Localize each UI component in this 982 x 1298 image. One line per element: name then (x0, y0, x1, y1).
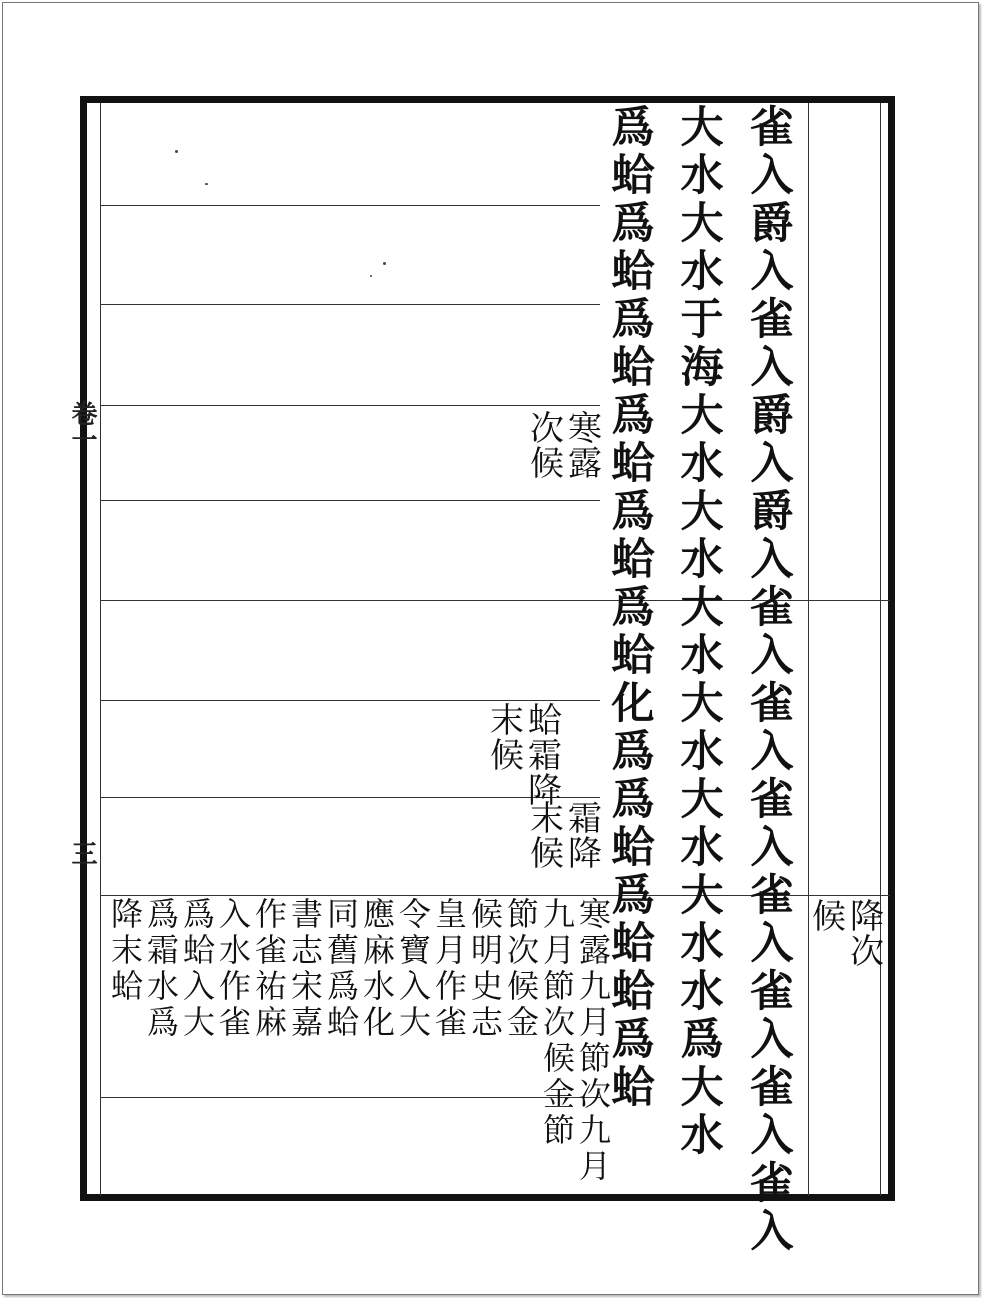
main-column-2 (672, 104, 732, 1160)
note-column (326, 896, 360, 1184)
note-glyph: 作 (434, 967, 467, 1005)
col-line (808, 103, 809, 1196)
note-column (146, 896, 180, 1184)
ink-speck (205, 183, 208, 185)
note-glyph: 化 (362, 1003, 395, 1041)
glyph: 入 (750, 535, 794, 585)
note-glyph: 同 (326, 895, 359, 933)
note-column (434, 896, 468, 1184)
sub-label-jiangci (812, 897, 884, 972)
glyph: 海 (680, 343, 724, 393)
note-glyph: 大 (182, 1003, 215, 1041)
note-glyph: 雀 (254, 931, 287, 969)
glyph: 爲 (611, 199, 655, 249)
note-glyph: 明 (470, 931, 503, 969)
note-glyph: 大 (398, 1003, 431, 1041)
glyph: 爲 (611, 391, 655, 441)
glyph: 爲 (611, 295, 655, 345)
glyph: 蛤 (611, 1063, 655, 1113)
glyph: 雀 (750, 967, 794, 1017)
sub-label-hanlu-cihou (530, 409, 602, 484)
note-glyph: 霜 (146, 931, 179, 969)
note-column (398, 896, 432, 1184)
margin-mark-san: 三 (67, 840, 97, 866)
sub-label-left: 末 候 (490, 701, 524, 776)
note-glyph: 嘉 (290, 1003, 323, 1041)
note-glyph: 金 (506, 1003, 539, 1041)
note-glyph: 次 (506, 931, 539, 969)
glyph: 入 (750, 1207, 794, 1257)
note-glyph: 水 (146, 967, 179, 1005)
glyph: 入 (750, 151, 794, 201)
note-glyph: 水 (362, 967, 395, 1005)
glyph: 雀 (750, 871, 794, 921)
glyph: 爲 (611, 1015, 655, 1065)
glyph: 水 (680, 1111, 724, 1161)
glyph: 爲 (611, 871, 655, 921)
glyph: 蛤 (611, 439, 655, 489)
sub-label-left: 末 候 (530, 799, 564, 874)
glyph: 水 (680, 439, 724, 489)
glyph: 入 (750, 343, 794, 393)
glyph: 爵 (750, 487, 794, 537)
glyph: 爵 (750, 391, 794, 441)
sub-label-right: 霜 降 (568, 799, 602, 874)
sub-label-right: 降 次 (850, 897, 884, 972)
note-glyph: 麻 (254, 1003, 287, 1041)
note-glyph: 月 (542, 931, 575, 969)
glyph: 大 (680, 103, 724, 153)
note-glyph: 候 (470, 895, 503, 933)
note-glyph: 入 (218, 895, 251, 933)
note-glyph: 次 (542, 1003, 575, 1041)
glyph: 蛤 (611, 823, 655, 873)
glyph: 爲 (611, 727, 655, 777)
glyph: 蛤 (611, 631, 655, 681)
glyph: 入 (750, 439, 794, 489)
note-glyph: 史 (470, 967, 503, 1005)
row-line (100, 500, 600, 501)
glyph: 蛤 (611, 919, 655, 969)
note-glyph: 應 (362, 895, 395, 933)
main-column-3 (603, 104, 663, 1112)
glyph: 雀 (750, 583, 794, 633)
note-glyph: 皇 (434, 895, 467, 933)
note-glyph: 末 (110, 931, 143, 969)
note-glyph: 爲 (326, 967, 359, 1005)
glyph: 于 (680, 295, 724, 345)
note-glyph: 降 (110, 895, 143, 933)
note-column (290, 896, 324, 1184)
glyph: 大 (680, 583, 724, 633)
note-glyph: 寶 (398, 931, 431, 969)
glyph: 雀 (750, 679, 794, 729)
glyph: 入 (750, 1111, 794, 1161)
glyph: 入 (750, 919, 794, 969)
note-glyph: 作 (254, 895, 287, 933)
note-glyph: 舊 (326, 931, 359, 969)
glyph: 雀 (750, 775, 794, 825)
note-glyph: 雀 (218, 1003, 251, 1041)
note-column (110, 896, 144, 1184)
ink-speck (383, 262, 386, 265)
note-column (362, 896, 396, 1184)
note-glyph: 節 (578, 1039, 611, 1077)
glyph: 大 (680, 871, 724, 921)
margin-mark-juan: 卷一 (67, 400, 97, 452)
glyph: 入 (750, 1015, 794, 1065)
note-glyph: 作 (218, 967, 251, 1005)
col-line (880, 103, 881, 1196)
glyph: 大 (680, 391, 724, 441)
note-glyph: 寒 (578, 895, 611, 933)
row-line (100, 205, 600, 206)
note-glyph: 月 (578, 1147, 611, 1185)
glyph: 大 (680, 487, 724, 537)
note-glyph: 月 (578, 1003, 611, 1041)
glyph: 爲 (611, 775, 655, 825)
note-glyph: 月 (434, 931, 467, 969)
glyph: 入 (750, 631, 794, 681)
note-column (470, 896, 504, 1184)
glyph: 爲 (611, 487, 655, 537)
note-glyph: 次 (578, 1075, 611, 1113)
note-glyph: 候 (542, 1039, 575, 1077)
glyph: 水 (680, 823, 724, 873)
glyph: 雀 (750, 1063, 794, 1113)
note-column (254, 896, 288, 1184)
glyph: 大 (680, 199, 724, 249)
glyph: 雀 (750, 295, 794, 345)
note-glyph: 爲 (182, 895, 215, 933)
glyph: 水 (680, 967, 724, 1017)
glyph: 蛤 (611, 343, 655, 393)
glyph: 蛤 (611, 247, 655, 297)
glyph: 水 (680, 631, 724, 681)
glyph: 入 (750, 247, 794, 297)
note-glyph: 九 (542, 895, 575, 933)
note-column (218, 896, 252, 1184)
glyph: 入 (750, 823, 794, 873)
sub-label-left: 次 候 (530, 409, 564, 484)
annotation-notes (110, 896, 612, 1184)
glyph: 水 (680, 919, 724, 969)
note-glyph: 麻 (362, 931, 395, 969)
glyph: 蛤 (611, 967, 655, 1017)
row-line (100, 304, 600, 305)
row-line (100, 405, 600, 406)
glyph: 化 (611, 679, 655, 729)
sub-label-shuangjiang-mohou-2 (530, 799, 602, 874)
glyph: 大 (680, 679, 724, 729)
note-glyph: 入 (182, 967, 215, 1005)
glyph: 爲 (680, 1015, 724, 1065)
row-line (100, 700, 600, 701)
note-glyph: 志 (290, 931, 323, 969)
note-glyph: 志 (470, 1003, 503, 1041)
glyph: 雀 (750, 103, 794, 153)
sub-label-right: 蛤 霜 降 (528, 701, 562, 811)
glyph: 爵 (750, 199, 794, 249)
note-glyph: 九 (578, 1111, 611, 1149)
col-line (100, 103, 101, 1196)
note-glyph: 入 (398, 967, 431, 1005)
sub-label-shuangjiang-mohou (490, 701, 562, 811)
note-glyph: 書 (290, 895, 323, 933)
note-glyph: 蛤 (326, 1003, 359, 1041)
note-glyph: 雀 (434, 1003, 467, 1041)
glyph: 水 (680, 247, 724, 297)
glyph: 入 (750, 727, 794, 777)
glyph: 蛤 (611, 535, 655, 585)
note-glyph: 爲 (146, 895, 179, 933)
note-glyph: 令 (398, 895, 431, 933)
glyph: 雀 (750, 1159, 794, 1209)
note-glyph: 節 (506, 895, 539, 933)
note-glyph: 祐 (254, 967, 287, 1005)
note-column (506, 896, 540, 1184)
note-glyph: 候 (506, 967, 539, 1005)
glyph: 大 (680, 775, 724, 825)
note-column (182, 896, 216, 1184)
glyph: 水 (680, 535, 724, 585)
note-glyph: 蛤 (110, 967, 143, 1005)
note-glyph: 九 (578, 967, 611, 1005)
note-glyph: 爲 (146, 1003, 179, 1041)
note-glyph: 宋 (290, 967, 323, 1005)
main-column-1 (742, 104, 802, 1256)
glyph: 爲 (611, 103, 655, 153)
glyph: 大 (680, 1063, 724, 1113)
ink-speck (175, 150, 178, 153)
note-column (542, 896, 576, 1184)
glyph: 爲 (611, 583, 655, 633)
note-glyph: 露 (578, 931, 611, 969)
ink-speck (370, 275, 372, 277)
note-glyph: 蛤 (182, 931, 215, 969)
sub-label-left: 候 (812, 897, 846, 937)
note-glyph: 節 (542, 1111, 575, 1149)
sub-label-right: 寒 露 (568, 409, 602, 484)
glyph: 水 (680, 727, 724, 777)
glyph: 蛤 (611, 151, 655, 201)
glyph: 水 (680, 151, 724, 201)
note-column (578, 896, 612, 1184)
note-glyph: 節 (542, 967, 575, 1005)
note-glyph: 金 (542, 1075, 575, 1113)
note-glyph: 水 (218, 931, 251, 969)
